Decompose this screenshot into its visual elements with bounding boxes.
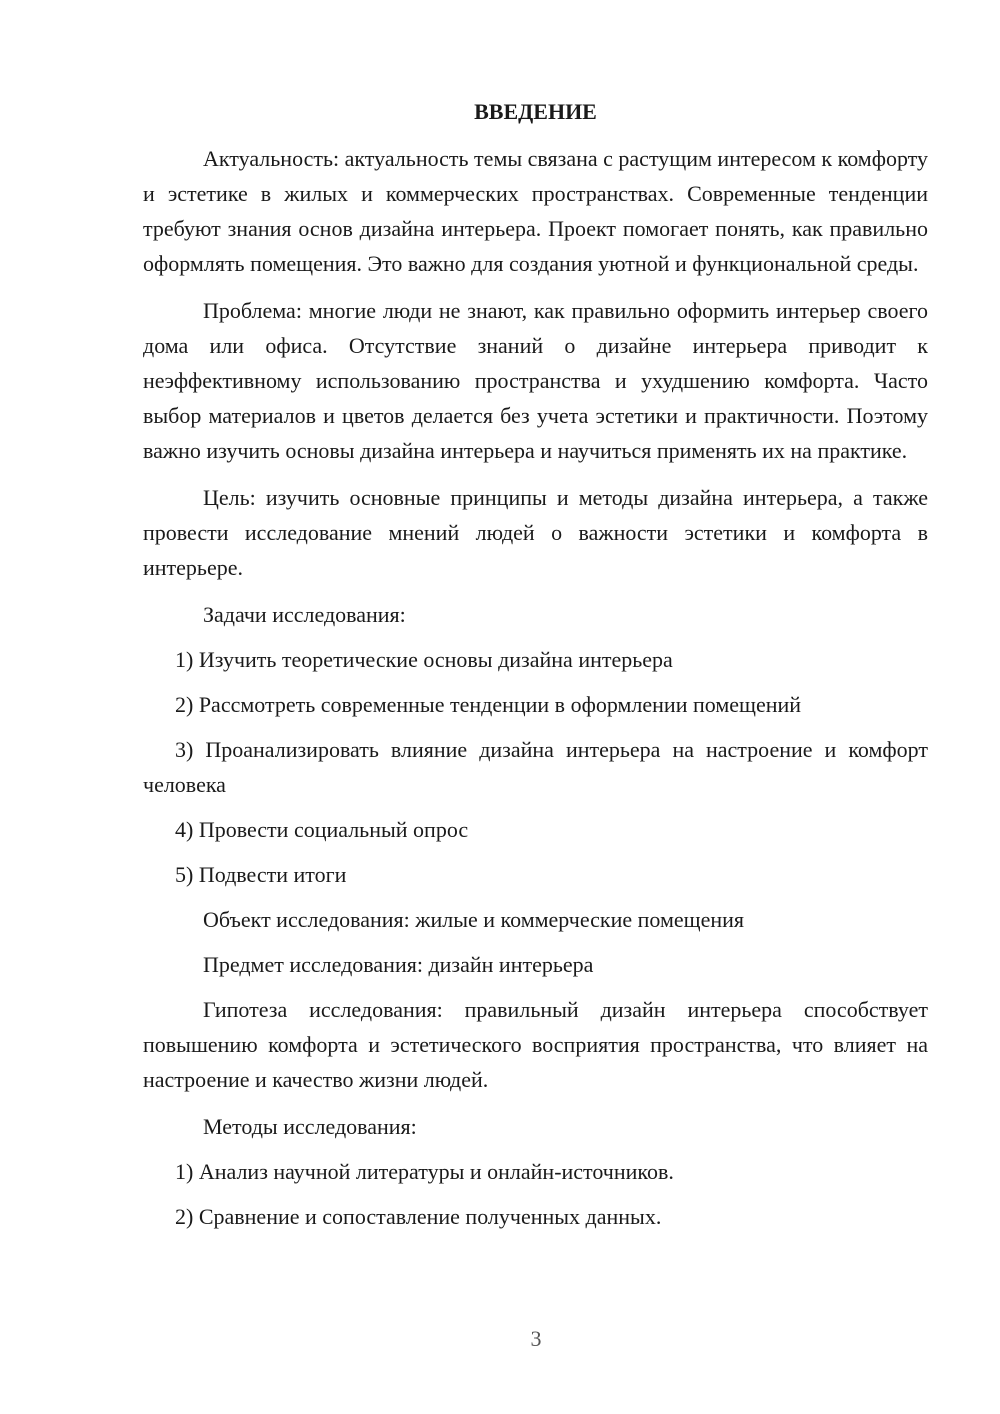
task-item: 5) Подвести итоги [175, 862, 347, 887]
object-paragraph: Объект исследования: жилые и коммерческие помещения [203, 907, 745, 932]
page-number: 3 [530, 1326, 542, 1351]
task-item: 3) Проанализировать влияние дизайна интерьера на настроение и комфорт человека [143, 737, 928, 797]
task-item: 1) Изучить теоретические основы дизайна интерьера [175, 647, 673, 672]
hypothesis-paragraph: Гипотеза исследования: правильный дизайн интерьера способствует повышению комфорта и эстетического восприятия пространства, что влияет на настроение и качество жизни людей. [143, 997, 928, 1092]
method-item: 1) Анализ научной литературы и онлайн-источников. [175, 1159, 674, 1184]
goal-paragraph: Цель: изучить основные принципы и методы дизайна интерьера, а также провести исследование мнений людей о важности эстетики и комфорта в интерьере. [143, 485, 928, 580]
method-item: 2) Сравнение и сопоставление полученных данных. [175, 1204, 662, 1229]
actuality-paragraph: Актуальность: актуальность темы связана с растущим интересом к комфорту и эстетике в жилых и коммерческих пространствах. Современные тенденции требуют знания основ дизайна интерьера. Проект помогает понять, как правильно оформлять помещения. Это важно для создания уютной и функциональной среды. [143, 146, 928, 276]
page-title: ВВЕДЕНИЕ [474, 99, 597, 124]
document-page [143, 94, 928, 1244]
tasks-label: Задачи исследования: [203, 602, 406, 627]
methods-label: Методы исследования: [203, 1114, 417, 1139]
task-item: 4) Провести социальный опрос [175, 817, 469, 842]
subject-paragraph: Предмет исследования: дизайн интерьера [203, 952, 594, 977]
problem-paragraph: Проблема: многие люди не знают, как правильно оформить интерьер своего дома или офиса. Отсутствие знаний о дизайне интерьера приводит к неэффективному использованию пространства и ухудшению комфорта. Часто выбор материалов и цветов делается без учета эстетики и практичности. Поэтому важно изучить основы дизайна интерьера и научиться применять их на практике. [143, 298, 928, 463]
task-item: 2) Рассмотреть современные тенденции в оформлении помещений [175, 692, 802, 717]
